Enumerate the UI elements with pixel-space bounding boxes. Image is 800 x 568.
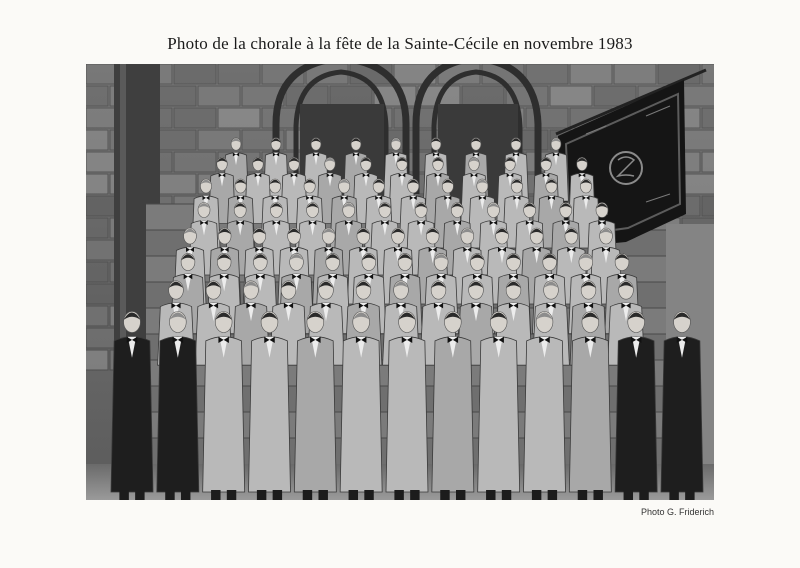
- choir-member: [615, 312, 657, 501]
- choir-member: [294, 312, 336, 501]
- page-title: Photo de la chorale à la fête de la Sainte-Cécile en novembre 1983: [167, 34, 633, 53]
- choir-member: [249, 312, 291, 501]
- choir-photograph: [86, 64, 714, 500]
- choir-member: [340, 312, 382, 501]
- choir-member: [111, 312, 153, 501]
- choir-member: [432, 312, 474, 501]
- choir-member: [524, 312, 566, 501]
- choir-member: [203, 312, 245, 501]
- choir-member: [661, 312, 703, 501]
- photo-credit: Photo G. Friderich: [640, 507, 714, 517]
- choir-member: [157, 312, 199, 501]
- choir-member: [386, 312, 428, 501]
- choir-member: [569, 312, 611, 501]
- choir-member: [478, 312, 520, 501]
